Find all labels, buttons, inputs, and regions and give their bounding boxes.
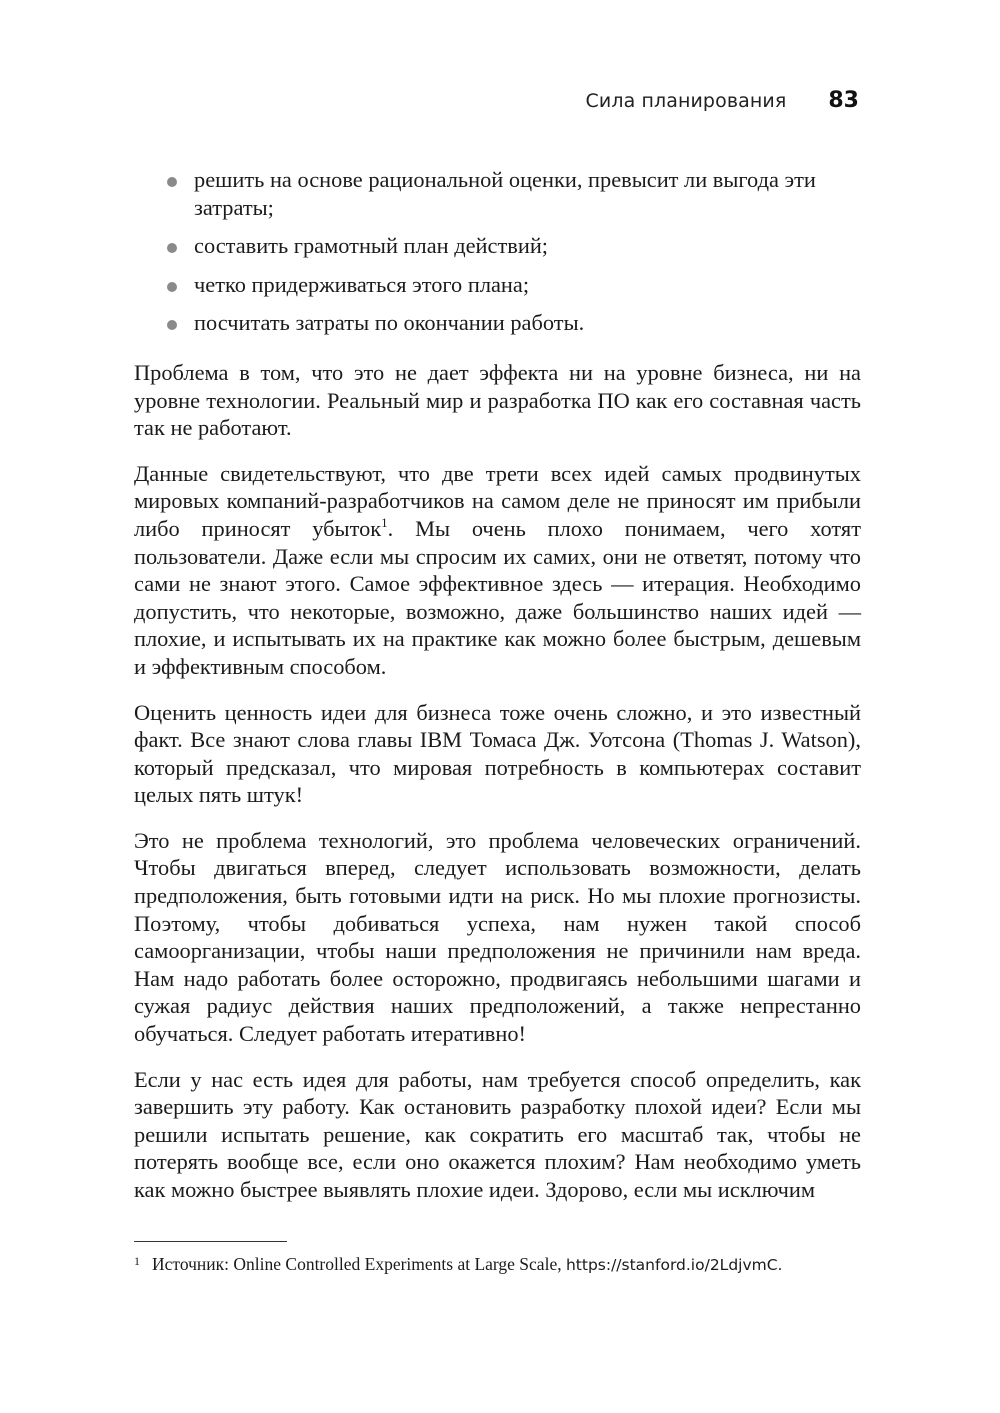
body-text — [134, 166, 861, 1222]
paragraph-2 — [134, 460, 861, 681]
bullet-item — [134, 309, 861, 337]
bullet-dot-icon — [167, 282, 177, 292]
bullet-text: четко придерживаться этого плана; — [194, 271, 530, 297]
bullet-item — [134, 232, 861, 260]
bullet-text: решить на основе рациональной оценки, превысит ли выгода эти затраты; — [194, 167, 816, 220]
paragraph-3: Оценить ценность идеи для бизнеса тоже очень сложно, и это известный факт. Все знают слова главы IBM Томаса Дж. Уотсона (Thomas J. Watson), который предсказал, что мировая потребность в компьютерах составит целых пять штук! — [134, 699, 861, 808]
footnote-divider — [134, 1241, 287, 1242]
paragraph-5: Если у нас есть идея для работы, нам требуется способ определить, как завершить эту работу. Как остановить разработку плохой идеи? Если мы решили испытать решение, как сократить его масштаб так, чтобы не потерять вообще все, если оно окажется плохим? Нам необходимо уметь как можно быстрее выявлять плохие идеи. Здорово, если мы исключим — [134, 1066, 861, 1202]
footnote-link[interactable]: https://stanford.io/2LdjvmC. — [565, 1256, 783, 1274]
paragraph-4: Это не проблема технологий, это проблема человеческих ограничений. Чтобы двигаться вперед, следует использовать возможности, делать предположения, быть готовыми идти на риск. Но мы плохие прогнозисты. Поэтому, чтобы добиваться успеха, нам нужен такой способ самоорганизации, чтобы наши предположения не причинили нам вреда. Нам надо работать более осторожно, продвигаясь небольшими шагами и сужая радиус действия наших предположений, а также непрестанно обучаться. Следует работать итеративно! — [134, 827, 861, 1047]
bullet-dot-icon — [167, 320, 177, 330]
footnote-reference[interactable]: 1 — [381, 514, 388, 530]
bullet-dot-icon — [167, 243, 177, 253]
bullet-item — [134, 166, 861, 221]
footnote-text: Источник: Online Controlled Experiments at Large Scale, — [152, 1254, 562, 1274]
paragraph-2-text-start: Данные свидетельствуют, что две трети всех идей самых продвинутых мировых компаний-разработчиков на самом деле не приносят им прибыли либо приносят убыток — [134, 460, 861, 541]
paragraph-1: Проблема в том, что это не дает эффекта ни на уровне бизнеса, ни на уровне технологии. Реальный мир и разработка ПО как его составная часть так не работают. — [134, 359, 861, 441]
footnote-mark: 1 — [134, 1254, 140, 1268]
running-title: Сила планирования — [585, 90, 787, 112]
page-number: 83 — [828, 88, 859, 113]
footnote — [134, 1250, 894, 1276]
bullet-text: составить грамотный план действий; — [194, 233, 549, 259]
bullet-list — [134, 166, 861, 337]
bullet-dot-icon — [167, 177, 177, 187]
bullet-text: посчитать затраты по окончании работы. — [194, 310, 585, 336]
paragraph-2-text-end: . Мы очень плохо понимаем, чего хотят пользователи. Даже если мы спросим их самих, они не ответят, потому что сами не знают этого. Самое эффективное здесь — итерация. Необходимо допустить, что некоторые, возможно, даже большинство наших идей — плохие, и испытывать их на практике как можно более быстрым, дешевым и эффективным способом. — [134, 515, 861, 679]
bullet-item — [134, 271, 861, 299]
running-header — [586, 88, 859, 113]
